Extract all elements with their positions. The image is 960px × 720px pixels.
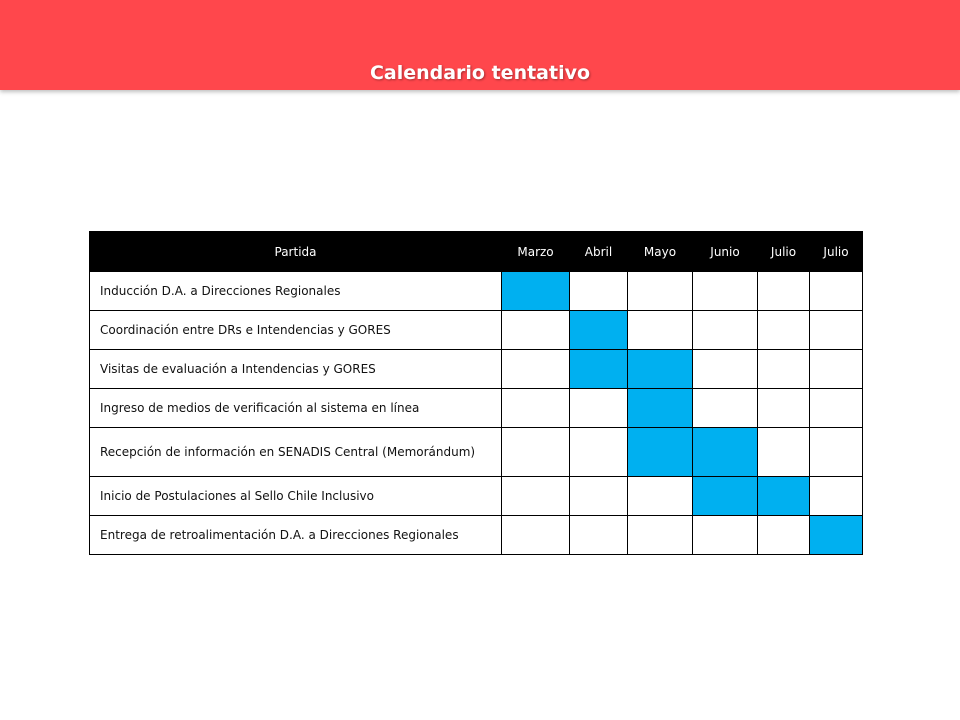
- table-row: [90, 389, 863, 428]
- header-month: Mayo: [628, 232, 693, 272]
- schedule-cell: [570, 477, 628, 516]
- schedule-cell: [628, 477, 693, 516]
- schedule-cell-active: [628, 428, 693, 477]
- schedule-cell: [570, 428, 628, 477]
- task-label: Visitas de evaluación a Intendencias y GORES: [90, 350, 502, 389]
- schedule-table: [89, 231, 863, 555]
- schedule-cell-active: [570, 311, 628, 350]
- schedule-cell-active: [693, 428, 758, 477]
- task-label: Inducción D.A. a Direcciones Regionales: [90, 272, 502, 311]
- header-task: Partida: [90, 232, 502, 272]
- schedule-cell: [628, 311, 693, 350]
- schedule-cell: [758, 272, 810, 311]
- header-month: Abril: [570, 232, 628, 272]
- table-row: [90, 311, 863, 350]
- table-row: [90, 477, 863, 516]
- schedule-cell: [810, 389, 863, 428]
- schedule-cell: [758, 350, 810, 389]
- schedule-cell: [758, 311, 810, 350]
- schedule-cell-active: [628, 389, 693, 428]
- schedule-cell: [570, 389, 628, 428]
- schedule-cell: [693, 350, 758, 389]
- slide-title: Calendario tentativo: [369, 62, 591, 84]
- schedule-cell-active: [693, 477, 758, 516]
- schedule-cell: [570, 272, 628, 311]
- table-row: [90, 428, 863, 477]
- schedule-cell: [810, 477, 863, 516]
- schedule-cell: [502, 311, 570, 350]
- schedule-cell-active: [570, 350, 628, 389]
- schedule-cell: [758, 516, 810, 555]
- schedule-cell: [693, 389, 758, 428]
- schedule-cell: [502, 428, 570, 477]
- schedule-cell: [570, 516, 628, 555]
- header-month: Junio: [693, 232, 758, 272]
- schedule-cell: [758, 389, 810, 428]
- task-label: Ingreso de medios de verificación al sistema en línea: [90, 389, 502, 428]
- schedule-cell: [628, 272, 693, 311]
- schedule-cell: [502, 477, 570, 516]
- task-label: Coordinación entre DRs e Intendencias y GORES: [90, 311, 502, 350]
- table-row: [90, 350, 863, 389]
- schedule-cell: [810, 350, 863, 389]
- schedule-cell: [628, 516, 693, 555]
- schedule-cell-active: [810, 516, 863, 555]
- schedule-cell: [810, 272, 863, 311]
- schedule-cell: [758, 428, 810, 477]
- schedule-cell: [810, 428, 863, 477]
- schedule-cell: [502, 350, 570, 389]
- header-month: Marzo: [502, 232, 570, 272]
- task-label: Recepción de información en SENADIS Central (Memorándum): [90, 428, 502, 477]
- schedule-cell-active: [628, 350, 693, 389]
- schedule-cell: [693, 516, 758, 555]
- schedule-cell: [502, 516, 570, 555]
- schedule-cell: [693, 272, 758, 311]
- schedule-cell-active: [502, 272, 570, 311]
- table-row: [90, 516, 863, 555]
- schedule-cell-active: [758, 477, 810, 516]
- schedule-cell: [810, 311, 863, 350]
- task-label: Inicio de Postulaciones al Sello Chile Inclusivo: [90, 477, 502, 516]
- schedule-cell: [502, 389, 570, 428]
- header-month: Julio: [758, 232, 810, 272]
- header-month: Julio: [810, 232, 863, 272]
- task-label: Entrega de retroalimentación D.A. a Direcciones Regionales: [90, 516, 502, 555]
- table-header-row: [90, 232, 863, 272]
- schedule-cell: [693, 311, 758, 350]
- table-row: [90, 272, 863, 311]
